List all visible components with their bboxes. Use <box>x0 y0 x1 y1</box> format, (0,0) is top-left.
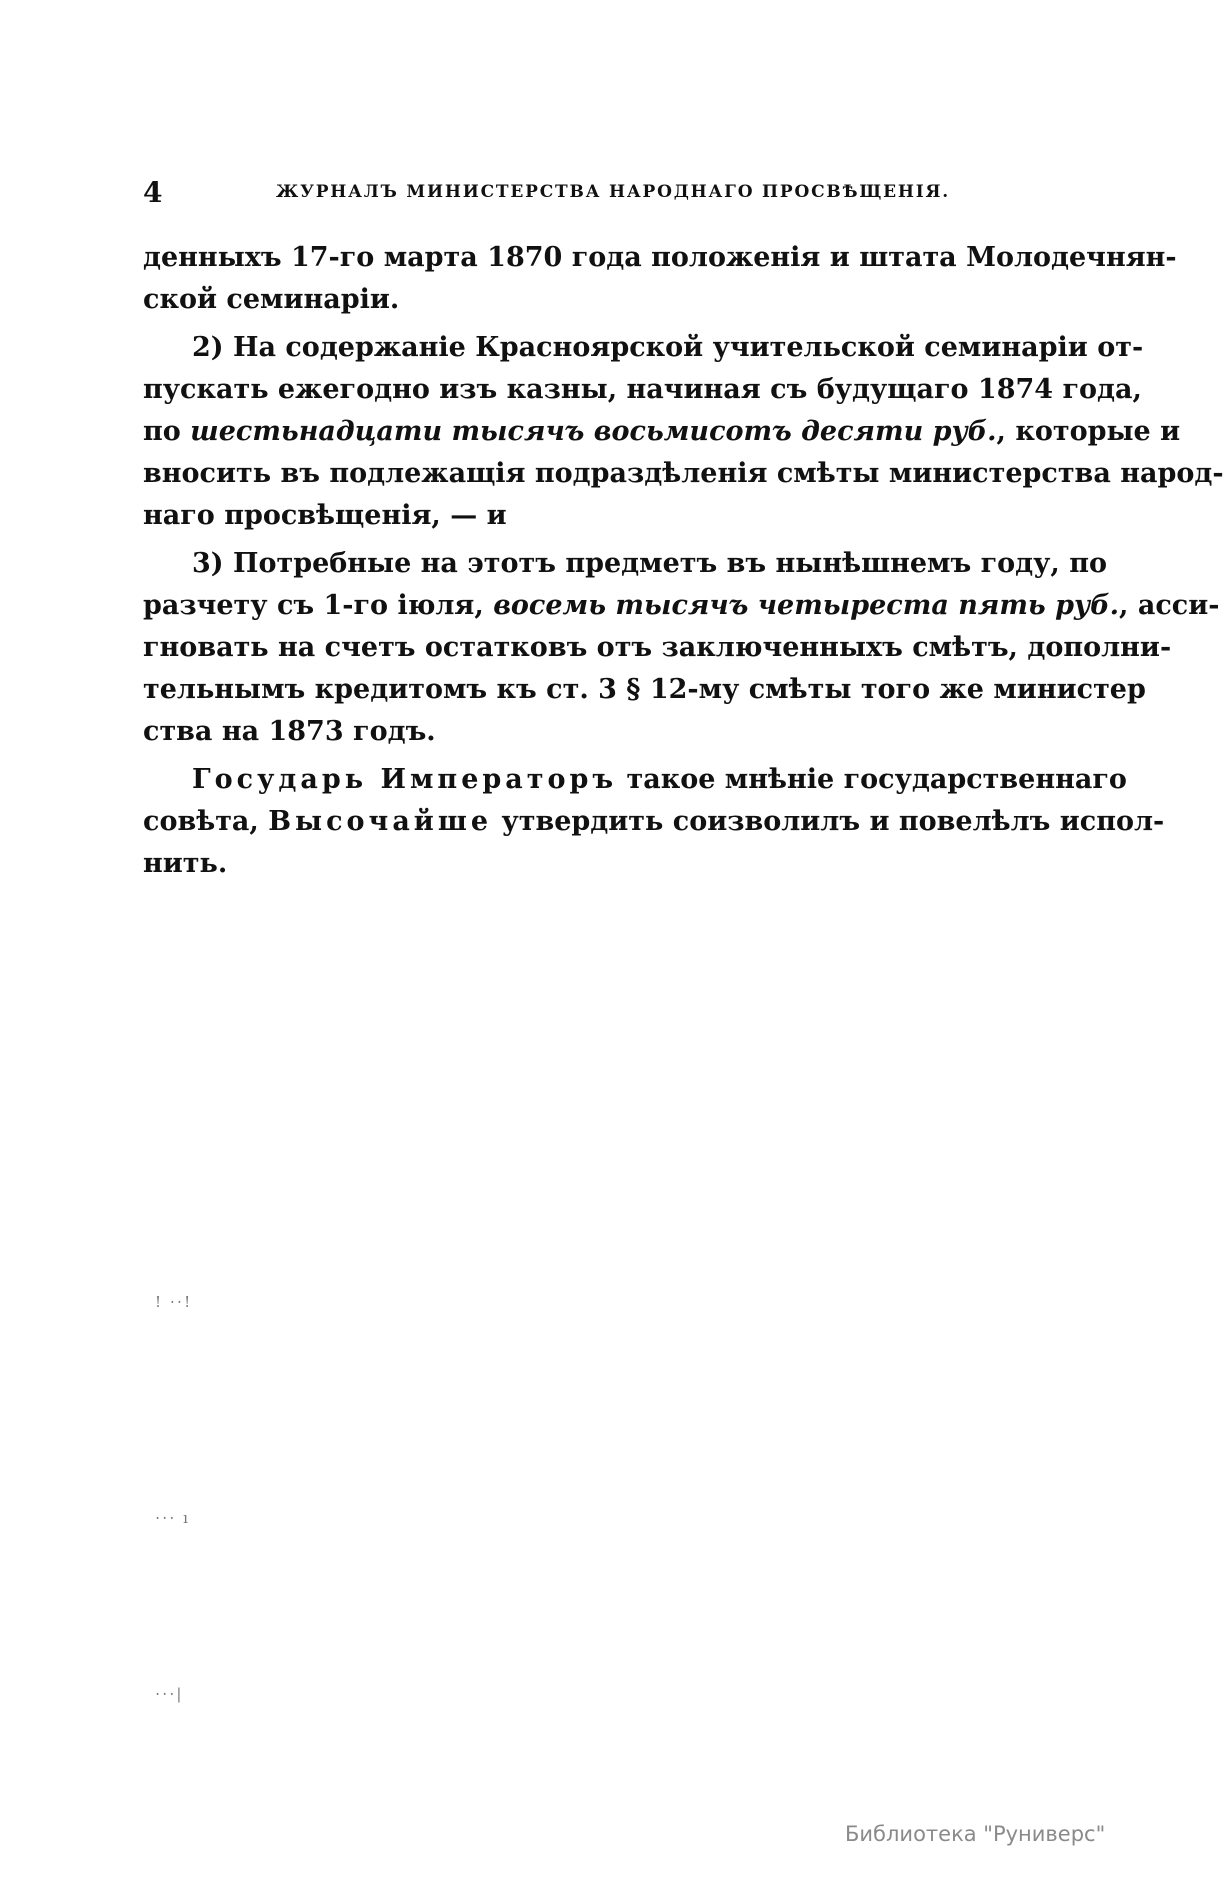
page-number: 4 <box>143 176 163 209</box>
journal-title: ЖУРНАЛЪ МИНИСТЕРСТВА НАРОДНАГО ПРОСВѢЩЕНІЯ. <box>276 182 951 202</box>
text-line: ской семинаріи. <box>143 284 400 315</box>
text-line <box>143 801 1165 843</box>
text-run: , асси- <box>1119 590 1220 621</box>
text-run: утвердить соизволилъ и повелѣлъ испол- <box>492 806 1165 837</box>
text-run: , которые и <box>996 416 1181 447</box>
text-line: нить. <box>143 848 228 879</box>
text-run: совѣта, <box>143 806 269 837</box>
text-line <box>143 411 1181 453</box>
text-run: по <box>143 416 191 447</box>
text-line: тельнымъ кредитомъ къ ст. 3 § 12-му смѣты того же министер <box>143 674 1146 705</box>
text-line <box>143 759 1127 801</box>
text-line: 3) Потребные на этотъ предметъ въ нынѣшнемъ году, по <box>192 548 1108 579</box>
spaced-emphasis: Высочайше <box>268 806 493 837</box>
margin-mark: ⋅⋅⋅ ı <box>155 1509 190 1527</box>
library-credit: Библиотека "Руниверс" <box>845 1822 1106 1846</box>
text-run: разчету съ 1-го іюля, <box>143 590 494 621</box>
text-line: гновать на счетъ остатковъ отъ заключенныхъ смѣтъ, дополни- <box>143 632 1172 663</box>
body-text <box>143 237 1224 885</box>
text-line <box>143 585 1220 627</box>
text-line: ства на 1873 годъ. <box>143 716 436 747</box>
running-head <box>143 176 1068 209</box>
text-line: 2) На содержаніе Красноярской учительской семинаріи от- <box>192 332 1144 363</box>
text-line: наго просвѣщенія, — и <box>143 500 507 531</box>
text-line: вносить въ подлежащія подраздѣленія смѣты министерства народ- <box>143 458 1224 489</box>
spaced-emphasis: Государь Императоръ <box>192 764 618 795</box>
margin-mark: ⋅⋅⋅| <box>155 1685 184 1703</box>
text-run: такое мнѣніе государственнаго <box>617 764 1127 795</box>
text-line: пускать ежегодно изъ казны, начиная съ будущаго 1874 года, <box>143 374 1142 405</box>
margin-mark: ! ⋅⋅! <box>155 1293 193 1311</box>
italic-amount: шестьнадцати тысячъ восьмисотъ десяти руб. <box>190 416 997 447</box>
text-line: денныхъ 17-го марта 1870 года положенія и штата Молодечнян- <box>143 242 1177 273</box>
italic-amount: восемь тысячъ четыреста пять руб. <box>493 590 1120 621</box>
